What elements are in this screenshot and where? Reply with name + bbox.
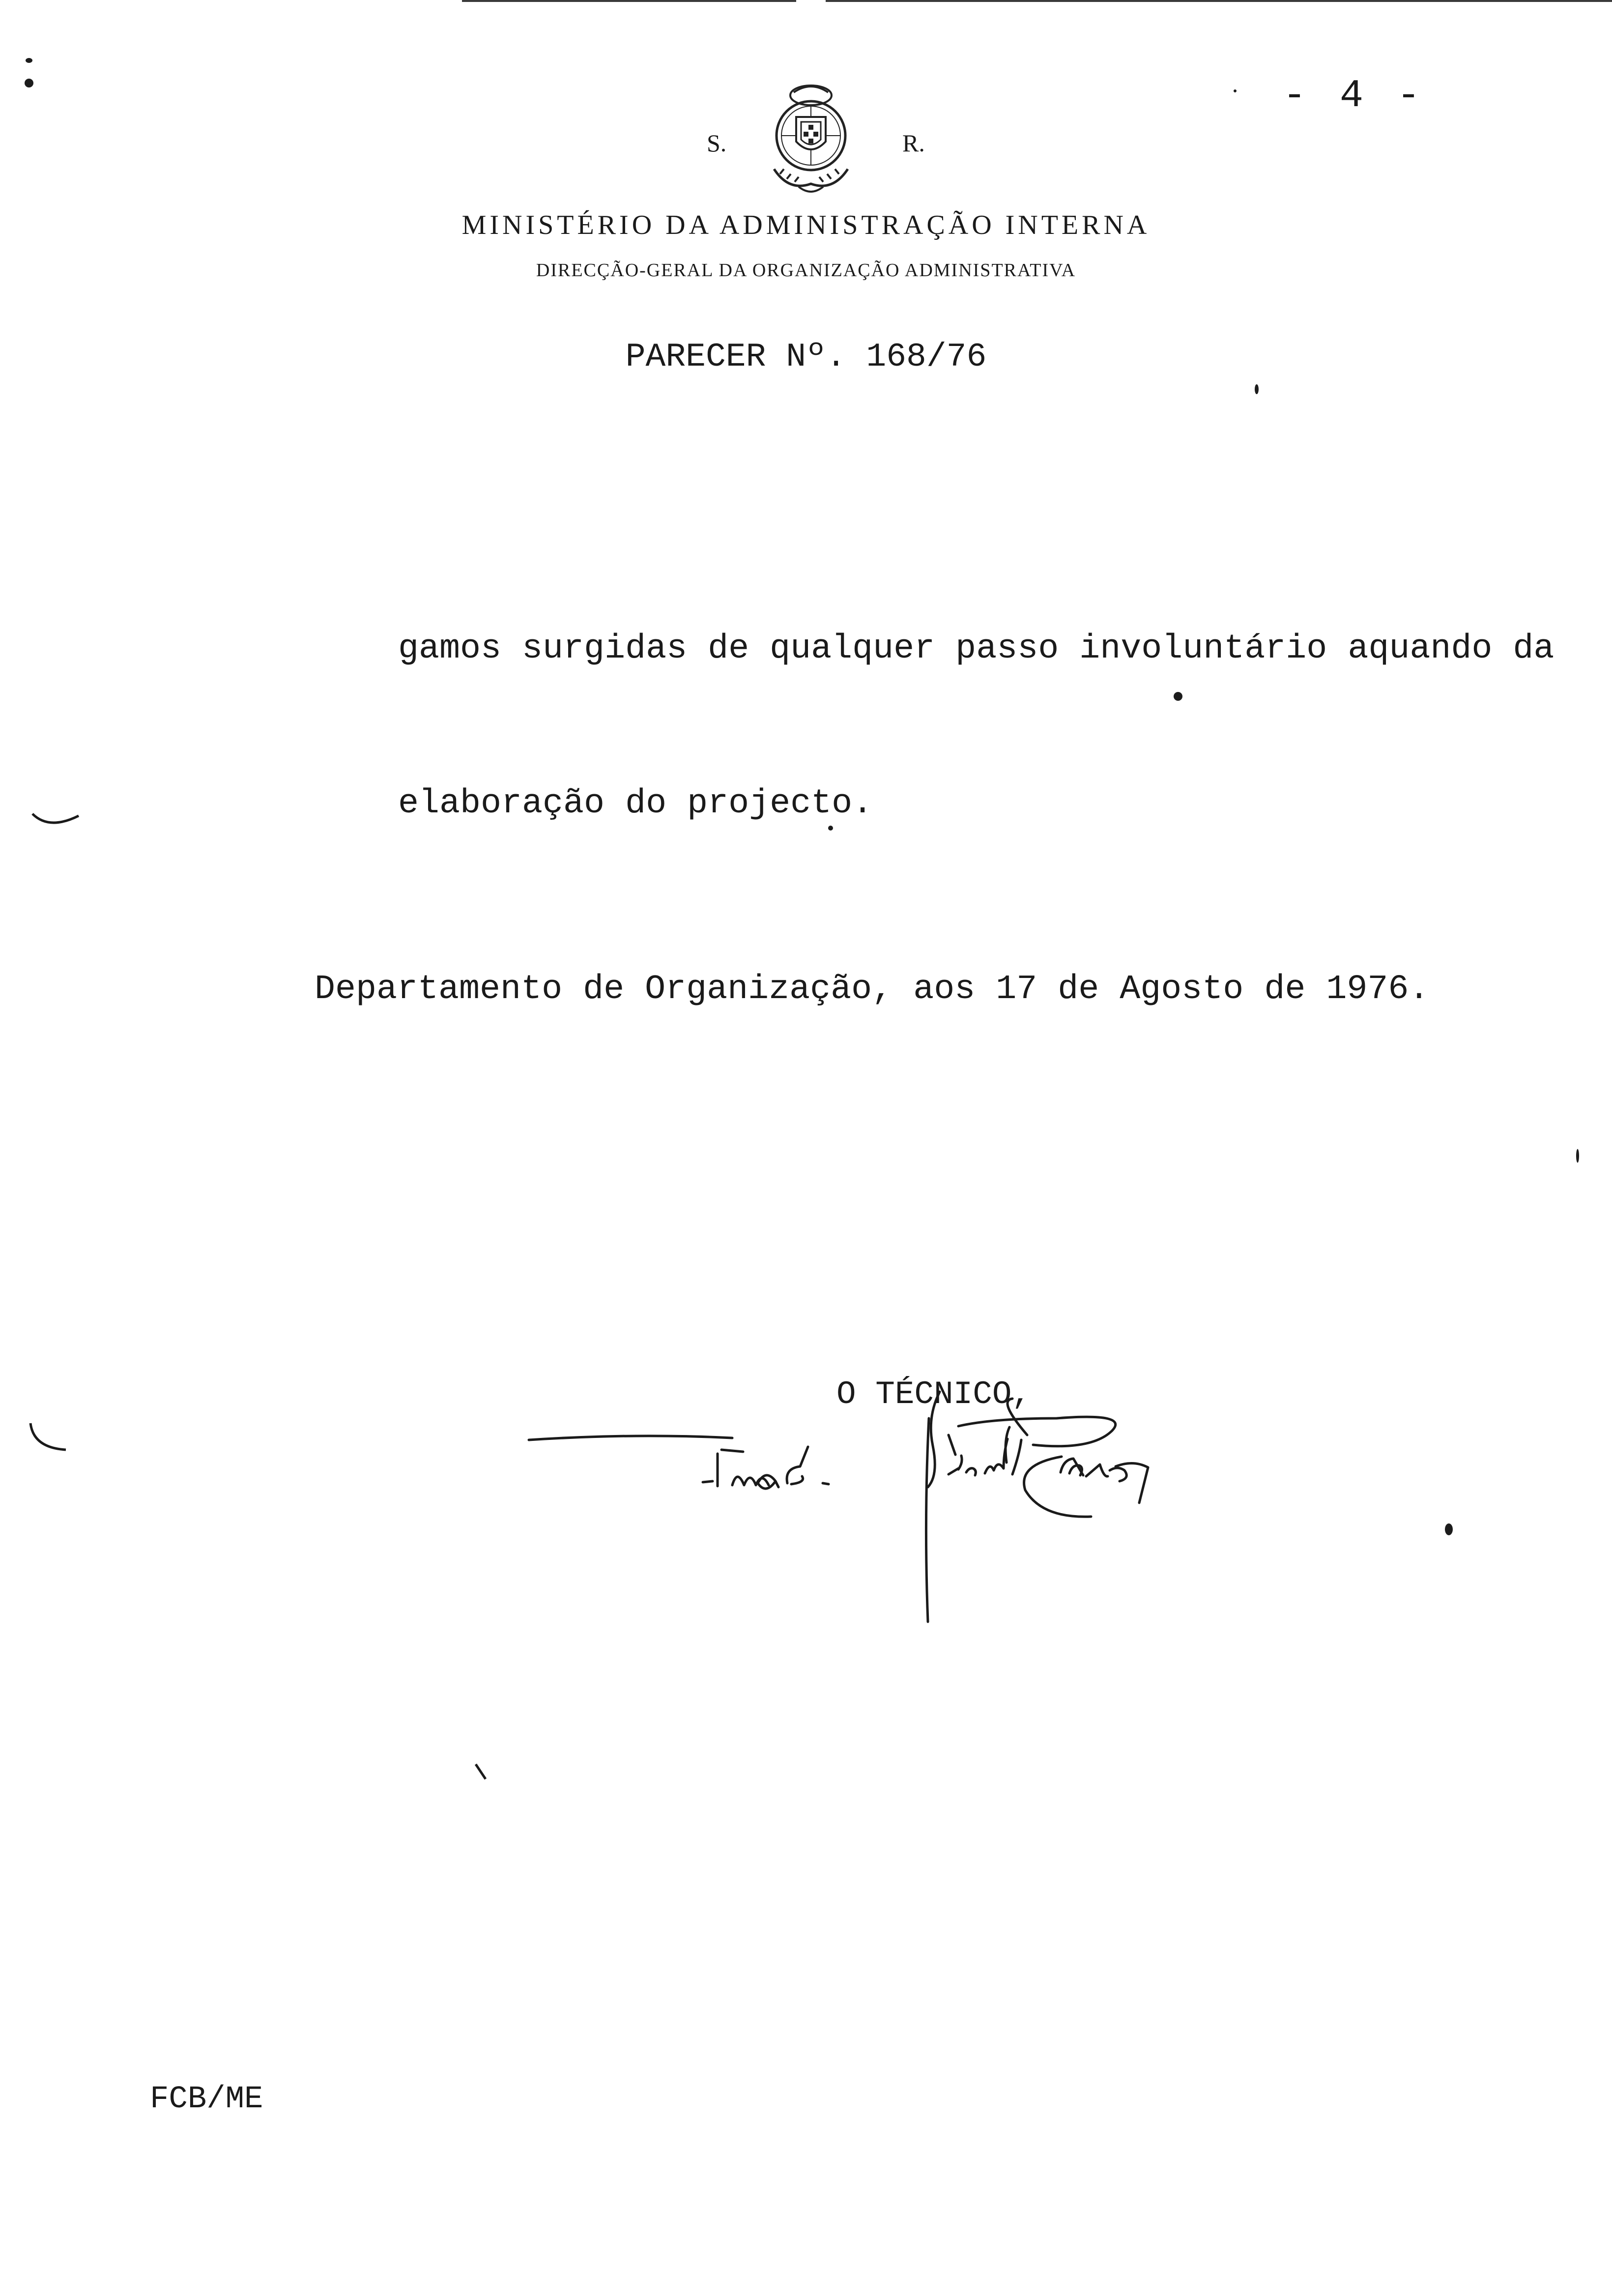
scan-mark xyxy=(474,1762,489,1782)
scan-mark xyxy=(29,806,84,835)
body-text xyxy=(398,520,1554,881)
ministry-name: MINISTÉRIO DA ADMINISTRAÇÃO INTERNA xyxy=(461,210,1151,240)
scan-speck xyxy=(1174,692,1182,701)
top-rule xyxy=(462,0,796,2)
top-rule-right xyxy=(826,0,1612,2)
body-line: gamos surgidas de qualquer passo involuntário aquando da xyxy=(398,630,1554,668)
place-and-date: Departamento de Organização, aos 17 de Agosto de 1976. xyxy=(315,970,1430,1009)
scan-mark xyxy=(27,1420,71,1455)
letterhead-right-mark: R. xyxy=(902,129,925,157)
directorate-name: DIRECÇÃO-GERAL DA ORGANIZAÇÃO ADMINISTRATIVA xyxy=(536,260,1076,281)
scan-speck xyxy=(1576,1149,1579,1163)
reference-initials: FCB/ME xyxy=(150,2082,263,2117)
scan-speck xyxy=(1255,384,1259,394)
scan-speck xyxy=(1234,89,1237,92)
portuguese-coat-of-arms-icon xyxy=(769,83,853,197)
scan-speck xyxy=(25,79,33,87)
signatory-title: O TÉCNICO, xyxy=(836,1376,1032,1413)
letterhead-left-mark: S. xyxy=(707,129,727,157)
body-line: elaboração do projecto. xyxy=(398,784,873,823)
scan-speck xyxy=(1445,1523,1453,1535)
scan-speck xyxy=(828,826,833,831)
page-number: - 4 - xyxy=(1282,74,1425,118)
document-title: PARECER Nº. 168/76 xyxy=(625,338,987,376)
scan-speck xyxy=(26,58,32,63)
